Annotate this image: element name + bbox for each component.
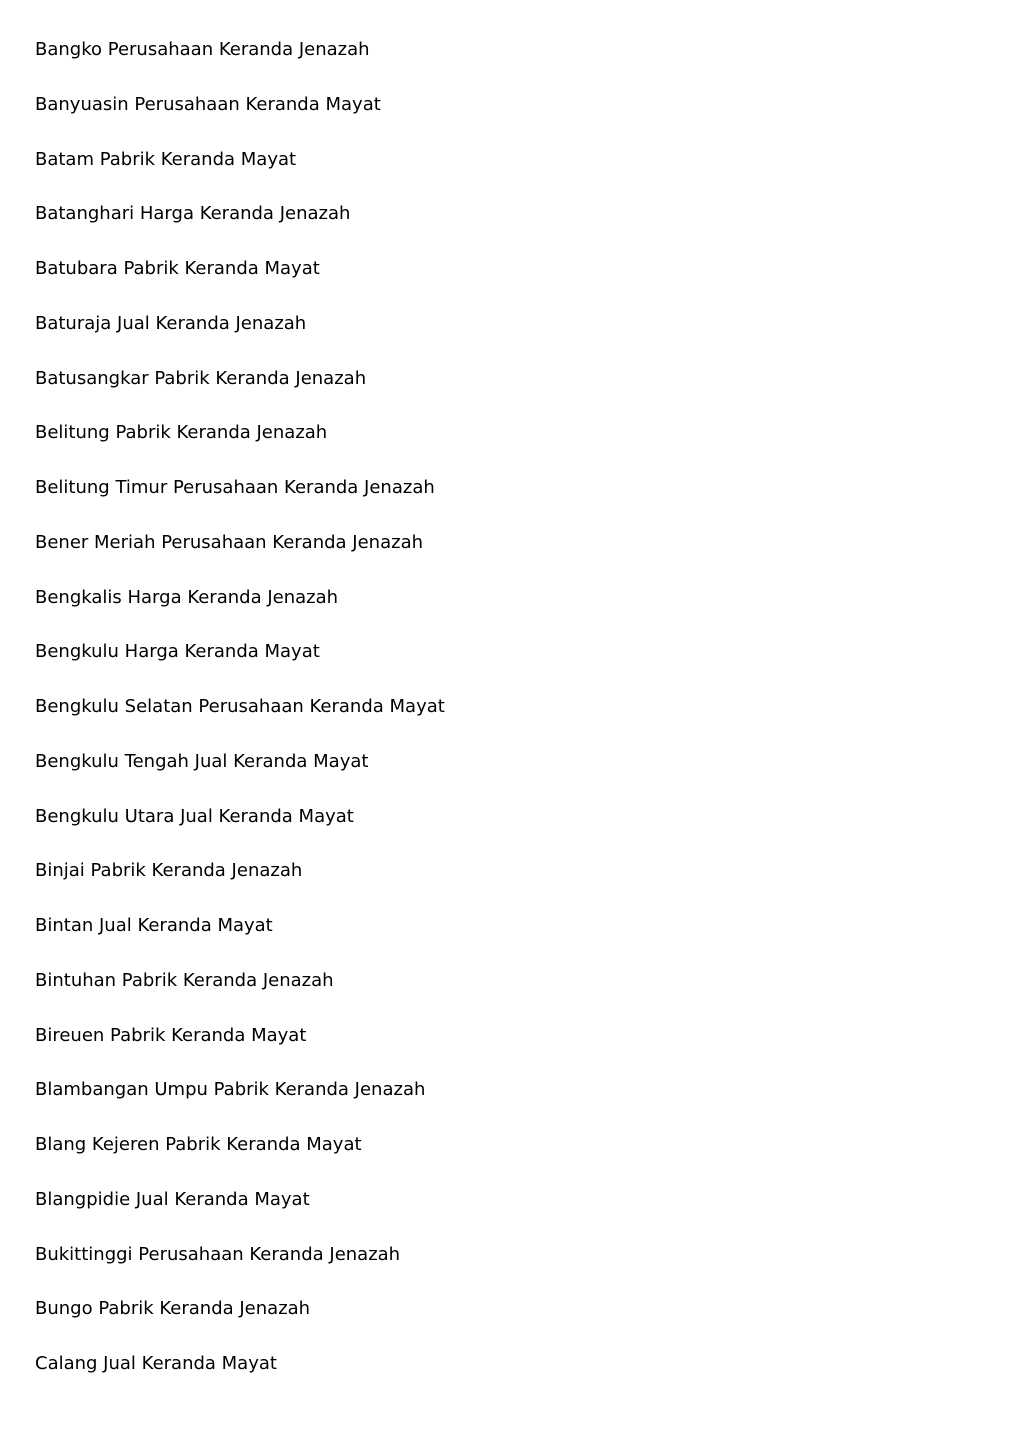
entry-list [35, 36, 445, 1405]
list-item: Binjai Pabrik Keranda Jenazah [35, 860, 303, 882]
list-item: Calang Jual Keranda Mayat [35, 1353, 277, 1374]
list-item: Bungo Pabrik Keranda Jenazah [35, 1298, 311, 1320]
list-item: Blang Kejeren Pabrik Keranda Mayat [35, 1134, 362, 1155]
list-item: Bangko Perusahaan Keranda Jenazah [35, 39, 370, 60]
list-item: Bintan Jual Keranda Mayat [35, 915, 273, 936]
list-item: Banyuasin Perusahaan Keranda Mayat [35, 93, 381, 115]
list-item: Bener Meriah Perusahaan Keranda Jenazah [35, 531, 424, 553]
list-item: Belitung Pabrik Keranda Jenazah [35, 422, 328, 444]
list-item: Bengkalis Harga Keranda Jenazah [35, 586, 339, 608]
list-item: Bintuhan Pabrik Keranda Jenazah [35, 969, 334, 991]
list-item: Baturaja Jual Keranda Jenazah [35, 312, 307, 334]
list-item: Bireuen Pabrik Keranda Mayat [35, 1024, 307, 1046]
list-item: Blangpidie Jual Keranda Mayat [35, 1188, 310, 1210]
list-item: Batam Pabrik Keranda Mayat [35, 148, 297, 170]
list-item: Bengkulu Harga Keranda Mayat [35, 641, 320, 663]
list-item: Bengkulu Utara Jual Keranda Mayat [35, 805, 354, 827]
list-item: Batubara Pabrik Keranda Mayat [35, 258, 320, 279]
list-item: Bengkulu Selatan Perusahaan Keranda Mayat [35, 696, 445, 717]
list-item: Bengkulu Tengah Jual Keranda Mayat [35, 750, 369, 772]
list-item: Batusangkar Pabrik Keranda Jenazah [35, 367, 367, 389]
list-item: Batanghari Harga Keranda Jenazah [35, 203, 351, 225]
list-item: Blambangan Umpu Pabrik Keranda Jenazah [35, 1079, 426, 1101]
list-item: Belitung Timur Perusahaan Keranda Jenazah [35, 477, 435, 498]
list-item: Bukittinggi Perusahaan Keranda Jenazah [35, 1243, 401, 1265]
